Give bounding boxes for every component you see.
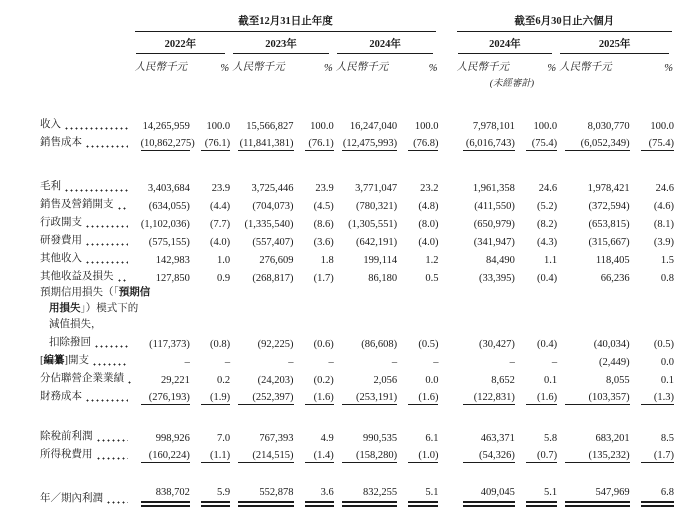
percent-label: %: [664, 63, 673, 74]
cell-rd-expenses-5: (4.0): [418, 237, 439, 248]
cell-income-tax-expense-7: (0.7): [515, 445, 557, 463]
cell-other-income-2: 276,609: [259, 255, 294, 266]
cell-other-gains-losses-7: (0.4): [537, 273, 558, 284]
row-label-text: 所得稅費用: [40, 449, 93, 460]
group-gap: [438, 195, 454, 213]
leader-dots: [96, 432, 128, 442]
cell-profit-for-period-7: 5.1: [515, 487, 557, 507]
leader-dots: [85, 254, 128, 264]
year-2024: 2024年: [334, 32, 439, 54]
cell-cost-of-sales-4: (12,475,993): [342, 138, 398, 149]
cell-profit-before-tax-6: 463,371: [480, 433, 515, 444]
cell-other-gains-losses-2: (268,817): [252, 273, 294, 284]
cell-profit-for-period-4: 832,255: [334, 487, 397, 507]
row-label-other-income: [40, 249, 133, 267]
row-label-text: 毛利: [40, 181, 61, 192]
table-row-share-of-associates: [40, 369, 674, 387]
cell-share-of-associates-1: 0.2: [217, 375, 231, 386]
cell-other-gains-losses-8: 66,236: [600, 273, 630, 284]
period-group-header-row: [40, 12, 674, 32]
cell-administrative-expenses-8: (653,815): [588, 219, 630, 230]
cell-profit-for-period-5: 5.1: [397, 487, 438, 507]
row-label-text: 財務成本: [40, 391, 82, 402]
cell-finance-costs-0: (276,193): [133, 387, 190, 405]
year-2024-interim: 2024年: [455, 32, 558, 54]
table-row-income-tax-expense: [40, 445, 674, 463]
cell-listing-expenses-4: –: [391, 357, 398, 368]
group-gap: [438, 115, 454, 133]
row-label-text: 其他收入: [40, 253, 82, 264]
leader-dots: [85, 236, 128, 246]
year-2022: 2022年: [133, 32, 231, 54]
row-label-text: 除稅前利潤: [40, 431, 93, 442]
cell-rd-expenses-4: (642,191): [356, 237, 398, 248]
cell-revenue-5: 100.0: [414, 121, 439, 132]
cell-ecl-impairment-4: (86,608): [361, 339, 398, 350]
cell-revenue-4: 16,247,040: [349, 121, 398, 132]
cell-finance-costs-2: (252,397): [230, 387, 293, 405]
group-gap: [438, 177, 454, 195]
cell-administrative-expenses-7: (8.2): [537, 219, 558, 230]
cell-other-income-3: 1.8: [320, 255, 334, 266]
cell-cost-of-sales-2: (11,841,381): [239, 138, 294, 149]
leader-dots: [85, 218, 128, 228]
leader-dots: [94, 338, 128, 348]
row-label-administrative-expenses: [40, 213, 133, 231]
table-row-ecl-impairment: [40, 285, 674, 351]
cell-selling-marketing-expenses-1: (4.4): [210, 201, 231, 212]
leader-dots: [117, 200, 128, 210]
cell-listing-expenses-6: –: [509, 357, 515, 368]
leader-dots: [106, 494, 128, 504]
cell-ecl-impairment-9: (0.5): [653, 339, 674, 350]
cell-ecl-impairment-5: (0.5): [418, 339, 439, 350]
table-row-selling-marketing-expenses: [40, 195, 674, 213]
group-gap: [438, 387, 454, 405]
group-gap: [438, 213, 454, 231]
cell-other-income-1: 1.0: [217, 255, 231, 266]
table-row-gross-profit: [40, 177, 674, 195]
cell-other-income-8: 118,405: [595, 255, 630, 266]
cell-ecl-impairment-0: (117,373): [149, 339, 190, 350]
group-gap: [438, 231, 454, 249]
cell-gross-profit-2: 3,725,446: [251, 183, 294, 194]
year-header-row: [40, 32, 674, 54]
spacer-row: [40, 405, 674, 427]
percent-label: %: [428, 63, 438, 74]
cell-profit-before-tax-5: 6.1: [425, 433, 439, 444]
cell-profit-before-tax-8: 683,201: [595, 433, 630, 444]
cell-rd-expenses-9: (3.9): [653, 237, 674, 248]
leader-dots: [117, 272, 128, 282]
cell-gross-profit-4: 3,771,047: [355, 183, 398, 194]
table-row-listing-expenses: [40, 351, 674, 369]
cell-profit-for-period-0: 838,702: [133, 487, 190, 507]
cell-revenue-1: 100.0: [206, 121, 231, 132]
cell-profit-before-tax-7: 5.8: [544, 433, 558, 444]
row-label-text: 研發費用: [40, 235, 82, 246]
cell-administrative-expenses-9: (8.1): [653, 219, 674, 230]
cell-other-gains-losses-9: 0.8: [660, 273, 674, 284]
row-label-text: 收入: [40, 119, 61, 130]
cell-profit-for-period-3: 3.6: [294, 487, 334, 507]
spacer-row: [40, 89, 674, 115]
row-label-text: 其他收益及損失: [40, 271, 114, 282]
row-label-text: [編纂]開支: [40, 355, 89, 366]
cell-rd-expenses-8: (315,667): [588, 237, 630, 248]
cell-income-tax-expense-2: (214,515): [230, 445, 293, 463]
cell-profit-for-period-9: 6.8: [630, 487, 674, 507]
row-label-profit-before-tax: [40, 427, 133, 445]
cell-share-of-associates-4: 2,056: [373, 375, 398, 386]
table-row-administrative-expenses: [40, 213, 674, 231]
cell-ecl-impairment-3: (0.6): [313, 339, 334, 350]
table-row-revenue: [40, 115, 674, 133]
table-row-finance-costs: [40, 387, 674, 405]
group-gap: [438, 285, 454, 351]
cell-listing-expenses-1: –: [224, 357, 231, 368]
group-gap: [438, 267, 454, 285]
cell-gross-profit-7: 24.6: [538, 183, 558, 194]
cell-cost-of-sales-6: (6,016,743): [455, 133, 515, 151]
cell-profit-for-period-8: 547,969: [557, 487, 629, 507]
cell-selling-marketing-expenses-3: (4.5): [313, 201, 334, 212]
cell-listing-expenses-2: –: [288, 357, 294, 368]
cell-selling-marketing-expenses-8: (372,594): [588, 201, 630, 212]
cell-listing-expenses-0: –: [184, 357, 190, 368]
group-gap: [438, 427, 454, 445]
table-body: [40, 89, 674, 507]
row-label-rd-expenses: [40, 231, 133, 249]
year-2023: 2023年: [230, 32, 334, 54]
table-row-cost-of-sales: [40, 133, 674, 151]
cell-rd-expenses-6: (341,947): [473, 237, 515, 248]
cell-cost-of-sales-9: (75.4): [630, 133, 674, 151]
cell-other-gains-losses-1: 0.9: [217, 273, 231, 284]
leader-dots: [64, 182, 128, 192]
cell-other-income-6: 84,490: [486, 255, 515, 266]
row-label-revenue: [40, 115, 133, 133]
unaudited-note: (未經審計): [489, 79, 535, 89]
cell-finance-costs-5: (1.6): [397, 387, 438, 405]
cell-cost-of-sales-3: (76.1): [294, 133, 334, 151]
cell-share-of-associates-6: 8,652: [491, 375, 515, 386]
cell-profit-before-tax-3: 4.9: [320, 433, 334, 444]
cell-gross-profit-1: 23.9: [211, 183, 231, 194]
cell-other-income-4: 199,114: [363, 255, 398, 266]
cell-revenue-8: 8,030,770: [587, 121, 630, 132]
unit-label: 人民幣千元: [134, 62, 188, 73]
cell-finance-costs-6: (122,831): [455, 387, 515, 405]
cell-rd-expenses-1: (4.0): [210, 237, 231, 248]
cell-administrative-expenses-2: (1,335,540): [244, 219, 294, 230]
header-spacer: [40, 12, 133, 32]
table-row-other-gains-losses: [40, 267, 674, 285]
cell-gross-profit-3: 23.9: [315, 183, 334, 194]
table-row-other-income: [40, 249, 674, 267]
cell-other-gains-losses-0: 127,850: [155, 273, 190, 284]
cell-profit-before-tax-2: 767,393: [259, 433, 294, 444]
row-label-other-gains-losses: [40, 267, 133, 285]
group-gap: [438, 369, 454, 387]
unit-label: 人民幣千元: [335, 62, 389, 73]
leader-dots: [127, 374, 133, 384]
leader-dots: [64, 120, 128, 130]
cell-income-tax-expense-6: (54,326): [455, 445, 515, 463]
cell-income-tax-expense-1: (1.1): [190, 445, 230, 463]
cell-other-gains-losses-3: (1.7): [313, 273, 334, 284]
row-label-text: 扣除撥回: [49, 337, 91, 348]
row-label-text: 分佔聯營企業業績: [40, 373, 124, 384]
cell-other-gains-losses-5: 0.5: [425, 273, 439, 284]
cell-share-of-associates-8: 8,055: [605, 375, 630, 386]
unit-header-row: [40, 54, 674, 74]
cell-profit-for-period-1: 5.9: [190, 487, 230, 507]
row-label-share-of-associates: [40, 369, 133, 387]
row-label-profit-for-period: [40, 487, 133, 507]
income-statement-table: [40, 12, 674, 507]
row-label-income-tax-expense: [40, 445, 133, 463]
cell-ecl-impairment-7: (0.4): [537, 339, 558, 350]
table-row-rd-expenses: [40, 231, 674, 249]
cell-listing-expenses-5: –: [433, 357, 439, 368]
cell-cost-of-sales-0: (10,862,275): [140, 138, 195, 149]
cell-finance-costs-9: (1.3): [630, 387, 674, 405]
cell-administrative-expenses-3: (8.6): [313, 219, 334, 230]
row-label-finance-costs: [40, 387, 133, 405]
leader-dots: [92, 356, 128, 366]
cell-selling-marketing-expenses-5: (4.8): [418, 201, 439, 212]
cell-selling-marketing-expenses-4: (780,321): [356, 201, 398, 212]
cell-administrative-expenses-6: (650,979): [473, 219, 515, 230]
cell-finance-costs-7: (1.6): [515, 387, 557, 405]
cell-finance-costs-1: (1.9): [190, 387, 230, 405]
cell-other-income-0: 142,983: [155, 255, 190, 266]
row-label-ecl-impairment: 預期信用損失（「預期信 用損失」）模式下的 減值損失， 扣除撥回: [40, 285, 133, 351]
unaudited-note-row: [40, 74, 674, 89]
group-gap: [438, 351, 454, 369]
row-label-text: 行政開支: [40, 217, 82, 228]
cell-profit-for-period-2: 552,878: [230, 487, 293, 507]
unit-label: 人民幣千元: [559, 62, 612, 73]
cell-share-of-associates-3: (0.2): [313, 375, 334, 386]
cell-listing-expenses-3: –: [328, 357, 334, 368]
period-group-interim: 截至6月30日止六個月: [455, 12, 674, 32]
cell-income-tax-expense-4: (158,280): [334, 445, 397, 463]
cell-profit-for-period-6: 409,045: [455, 487, 515, 507]
cell-ecl-impairment-6: (30,427): [479, 339, 515, 350]
cell-ecl-impairment-8: (40,034): [593, 339, 630, 350]
cell-revenue-7: 100.0: [533, 121, 558, 132]
cell-gross-profit-6: 1,961,358: [472, 183, 515, 194]
cell-revenue-3: 100.0: [310, 121, 334, 132]
percent-label: %: [220, 63, 230, 74]
cell-profit-before-tax-1: 7.0: [217, 433, 231, 444]
cell-other-gains-losses-6: (33,395): [479, 273, 515, 284]
leader-dots: [85, 392, 128, 402]
group-gap: [438, 487, 454, 507]
row-label-selling-marketing-expenses: [40, 195, 133, 213]
cell-selling-marketing-expenses-2: (704,073): [252, 201, 294, 212]
table-row-profit-for-period: [40, 487, 674, 507]
cell-cost-of-sales-5: (76.8): [397, 133, 438, 151]
leader-dots: [96, 450, 128, 460]
spacer-row: [40, 463, 674, 487]
cell-administrative-expenses-0: (1,102,036): [140, 219, 190, 230]
cell-revenue-2: 15,566,827: [246, 121, 294, 132]
cell-listing-expenses-7: –: [551, 357, 558, 368]
cell-revenue-6: 7,978,101: [472, 121, 515, 132]
cell-gross-profit-0: 3,403,684: [147, 183, 190, 194]
row-label-listing-expenses: [40, 351, 133, 369]
row-label-text: 銷售成本: [40, 137, 82, 148]
cell-other-income-5: 1.2: [425, 255, 439, 266]
cell-gross-profit-8: 1,978,421: [587, 183, 630, 194]
group-gap: [438, 249, 454, 267]
cell-ecl-impairment-2: (92,225): [257, 339, 294, 350]
cell-share-of-associates-5: 0.0: [425, 375, 439, 386]
cell-gross-profit-5: 23.2: [420, 183, 439, 194]
cell-income-tax-expense-3: (1.4): [294, 445, 334, 463]
cell-other-gains-losses-4: 86,180: [368, 273, 398, 284]
spacer-row: [40, 151, 674, 177]
cell-selling-marketing-expenses-7: (5.2): [537, 201, 558, 212]
period-group-annual: 截至12月31日止年度: [133, 12, 439, 32]
cell-cost-of-sales-1: (76.1): [190, 133, 230, 151]
cell-finance-costs-4: (253,191): [334, 387, 397, 405]
row-label-cost-of-sales: [40, 133, 133, 151]
cell-revenue-0: 14,265,959: [142, 121, 190, 132]
cell-income-tax-expense-9: (1.7): [630, 445, 674, 463]
cell-gross-profit-9: 24.6: [655, 183, 674, 194]
row-label-text: 年／期內利潤: [40, 493, 103, 504]
group-gap: [438, 445, 454, 463]
cell-rd-expenses-0: (575,155): [148, 237, 190, 248]
cell-revenue-9: 100.0: [650, 121, 674, 132]
group-gap: [438, 12, 454, 32]
cell-rd-expenses-7: (4.3): [537, 237, 558, 248]
group-gap: [438, 133, 454, 151]
cell-share-of-associates-9: 0.1: [660, 375, 674, 386]
cell-rd-expenses-2: (557,407): [252, 237, 294, 248]
cell-listing-expenses-9: 0.0: [660, 357, 674, 368]
cell-profit-before-tax-9: 8.5: [660, 433, 674, 444]
cell-administrative-expenses-5: (8.0): [418, 219, 439, 230]
cell-ecl-impairment-1: (0.8): [210, 339, 231, 350]
cell-income-tax-expense-5: (1.0): [397, 445, 438, 463]
cell-selling-marketing-expenses-9: (4.6): [653, 201, 674, 212]
cell-share-of-associates-0: 29,221: [161, 375, 190, 386]
cell-cost-of-sales-7: (75.4): [515, 133, 557, 151]
cell-administrative-expenses-1: (7.7): [210, 219, 231, 230]
row-label-gross-profit: [40, 177, 133, 195]
cell-listing-expenses-8: (2,449): [598, 357, 630, 368]
cell-other-income-9: 1.5: [660, 255, 674, 266]
cell-cost-of-sales-8: (6,052,349): [557, 133, 629, 151]
cell-income-tax-expense-0: (160,224): [133, 445, 190, 463]
unit-label: 人民幣千元: [232, 62, 285, 73]
cell-rd-expenses-3: (3.6): [313, 237, 334, 248]
cell-share-of-associates-7: 0.1: [544, 375, 558, 386]
cell-finance-costs-8: (103,357): [557, 387, 629, 405]
percent-label: %: [547, 63, 557, 74]
leader-dots: [85, 138, 128, 148]
cell-income-tax-expense-8: (135,232): [557, 445, 629, 463]
cell-other-income-7: 1.1: [544, 255, 558, 266]
row-label-text: 銷售及營銷開支: [40, 199, 114, 210]
cell-profit-before-tax-4: 990,535: [363, 433, 398, 444]
cell-profit-before-tax-0: 998,926: [155, 433, 190, 444]
unit-label: 人民幣千元: [456, 62, 510, 73]
table-row-profit-before-tax: [40, 427, 674, 445]
cell-share-of-associates-2: (24,203): [257, 375, 294, 386]
cell-selling-marketing-expenses-0: (634,055): [148, 201, 190, 212]
cell-finance-costs-3: (1.6): [294, 387, 334, 405]
year-2025-interim: 2025年: [557, 32, 674, 54]
percent-label: %: [324, 63, 333, 74]
cell-selling-marketing-expenses-6: (411,550): [474, 201, 515, 212]
cell-administrative-expenses-4: (1,305,551): [348, 219, 398, 230]
